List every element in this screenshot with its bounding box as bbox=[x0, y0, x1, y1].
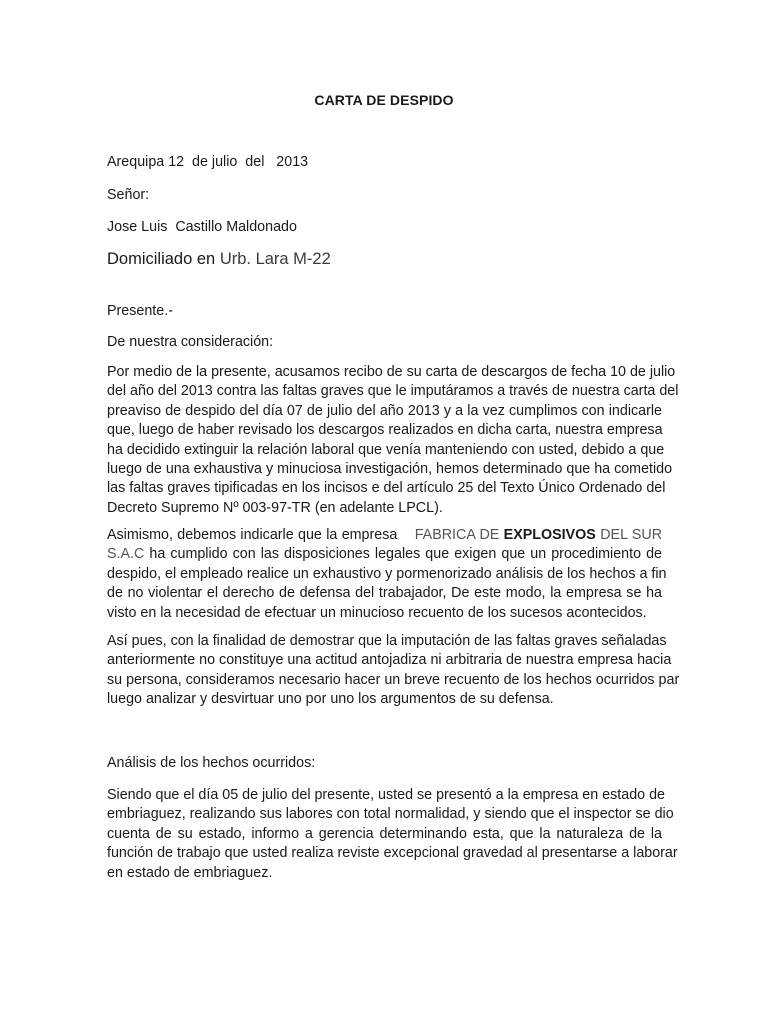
letter-title: CARTA DE DESPIDO bbox=[314, 92, 454, 108]
paragraph-line: Por medio de la presente, acusamos recibo de su carta de descargos de fecha 10 de julio bbox=[107, 364, 676, 380]
p2-line2-rest: ha cumplido con las disposiciones legales que exigen que un procedimiento de bbox=[144, 546, 662, 563]
paragraph-4 bbox=[107, 786, 678, 883]
recipient-address bbox=[107, 250, 331, 269]
paragraph-line: las faltas graves tipificadas en los incisos e del artículo 25 del Texto Único Ordenado del bbox=[107, 480, 666, 497]
paragraph-line: preaviso de despido del día 07 de julio del año 2013 y a la vez cumplimos con indicarle bbox=[107, 402, 662, 419]
paragraph-line: cuenta de su estado, informo a gerencia determinando esta, que la naturaleza de la bbox=[107, 825, 662, 842]
consideracion-line: De nuestra consideración: bbox=[107, 334, 274, 350]
company-name-a: FABRICA DE bbox=[414, 527, 500, 543]
paragraph-line: del año del 2013 contra las faltas graves que le imputáramos a través de nuestra carta del bbox=[107, 383, 679, 400]
paragraph-line: ha decidido extinguir la relación laboral que venía manteniendo con usted, debido a que bbox=[107, 441, 665, 458]
paragraph-2 bbox=[107, 526, 667, 623]
salutation: Señor: bbox=[107, 187, 150, 203]
domicilio-address: Urb. Lara M-22 bbox=[219, 250, 331, 268]
paragraph-line: visto en la necesidad de efectuar un minucioso recuento de los sucesos acontecidos. bbox=[107, 604, 647, 621]
paragraph-line: Siendo que el día 05 de julio del presente, usted se presentó a la empresa en estado de bbox=[107, 787, 665, 803]
paragraph-line: luego analizar y desvirtuar uno por uno los argumentos de su defensa. bbox=[107, 691, 554, 708]
company-name-d: S.A.C bbox=[107, 546, 145, 563]
paragraph-line: de no violentar el derecho de defensa del trabajador, De este modo, la empresa se ha bbox=[107, 585, 662, 602]
domicilio-label: Domiciliado en bbox=[107, 250, 220, 268]
paragraph-line bbox=[107, 545, 662, 564]
paragraph-line: en estado de embriaguez. bbox=[107, 864, 273, 881]
paragraph-line: Decreto Supremo Nº 003-97-TR (en adelante LPCL). bbox=[107, 499, 443, 516]
paragraph-line: despido, el empleado realice un exhaustivo y pormenorizado análisis de los hechos a fin bbox=[107, 565, 667, 582]
paragraph-line: función de trabajo que usted realiza reviste excepcional gravedad al presentarse a laborar bbox=[107, 845, 678, 862]
paragraph-line: luego de una exhaustiva y minuciosa investigación, hemos determinado que ha cometido bbox=[107, 461, 673, 478]
date-line: Arequipa 12 de julio del 2013 bbox=[107, 154, 309, 170]
paragraph-3 bbox=[107, 632, 680, 710]
paragraph-line: que, luego de haber revisado los descargos realizados en dicha carta, nuestra empresa bbox=[107, 422, 663, 439]
company-name-c: DEL SUR bbox=[600, 527, 663, 543]
paragraph-line: embriaguez, realizando sus labores con total normalidad, y siendo que el inspector se dio bbox=[107, 806, 674, 823]
presente-line: Presente.- bbox=[107, 303, 173, 319]
company-name bbox=[415, 527, 662, 543]
paragraph-line bbox=[107, 526, 662, 545]
analisis-heading: Análisis de los hechos ocurridos: bbox=[107, 755, 316, 771]
paragraph-line: anteriormente no constituye una actitud antojadiza ni arbitraria de nuestra empresa hacia bbox=[107, 652, 672, 669]
paragraph-1 bbox=[107, 363, 679, 518]
p2-intro: Asimismo, debemos indicarle que la empresa bbox=[107, 527, 398, 543]
recipient-name: Jose Luis Castillo Maldonado bbox=[107, 219, 297, 235]
company-name-b: EXPLOSIVOS bbox=[503, 527, 596, 543]
paragraph-line: su persona, consideramos necesario hacer un breve recuento de los hechos ocurridos par bbox=[107, 671, 680, 688]
paragraph-line: Así pues, con la finalidad de demostrar que la imputación de las faltas graves señaladas bbox=[107, 633, 667, 649]
